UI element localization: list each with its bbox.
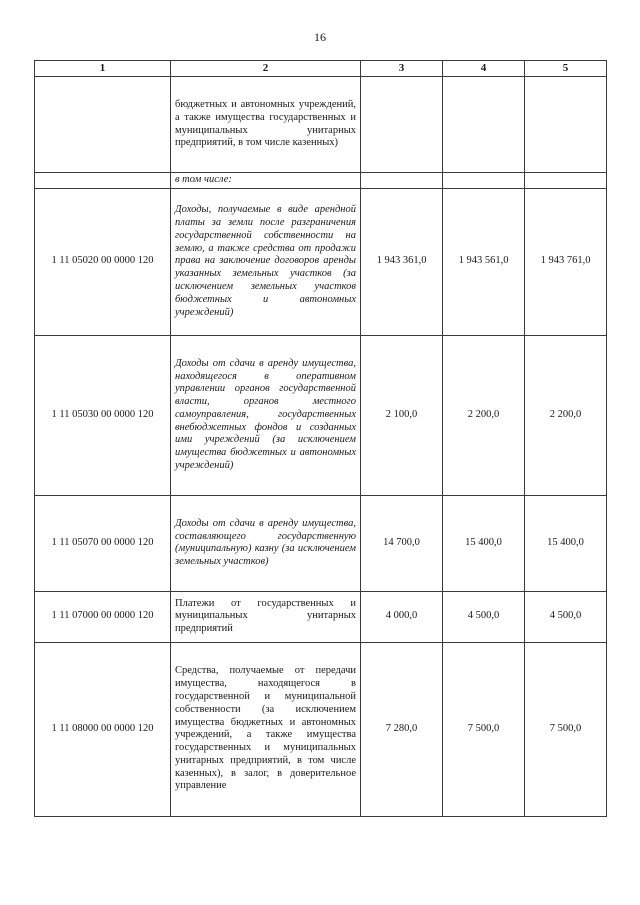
row-value-col3: 7 280,0 — [361, 642, 443, 816]
row-code: 1 11 05020 00 0000 120 — [35, 188, 171, 335]
row-value-col5: 4 500,0 — [525, 591, 607, 642]
column-header-3: 3 — [361, 61, 443, 77]
row-value-col4: 1 943 561,0 — [443, 188, 525, 335]
column-header-2: 2 — [171, 61, 361, 77]
row-value-col3 — [361, 173, 443, 189]
row-value-col4 — [443, 77, 525, 173]
row-description: Средства, получаемые от передачи имущества, находящегося в государственной и муниципальной собственности (за исключением имущества бюджетных и автономных учреждений, а также имущества государственных и муниципальных унитарных предприятий, в том числе казенных), в залог, в доверительное управление — [171, 642, 361, 816]
row-code: 1 11 07000 00 0000 120 — [35, 591, 171, 642]
row-value-col3: 4 000,0 — [361, 591, 443, 642]
column-header-1: 1 — [35, 61, 171, 77]
table-header-row — [35, 61, 607, 77]
row-value-col5: 7 500,0 — [525, 642, 607, 816]
row-description: Платежи от государственных и муниципальных унитарных предприятий — [171, 591, 361, 642]
table-row — [35, 642, 607, 816]
page-number: 16 — [314, 30, 326, 44]
revenue-table — [34, 60, 607, 817]
row-description: в том числе: — [171, 173, 361, 189]
row-value-col5 — [525, 77, 607, 173]
row-code: 1 11 05030 00 0000 120 — [35, 335, 171, 495]
row-code — [35, 173, 171, 189]
row-value-col3: 14 700,0 — [361, 495, 443, 591]
row-value-col4: 4 500,0 — [443, 591, 525, 642]
column-header-5: 5 — [525, 61, 607, 77]
table-row — [35, 591, 607, 642]
table-row — [35, 495, 607, 591]
column-header-4: 4 — [443, 61, 525, 77]
row-value-col4 — [443, 173, 525, 189]
row-description: бюджетных и автономных учреждений, а также имущества государственных и муниципальных унитарных предприятий, в том числе казенных) — [171, 77, 361, 173]
table-row — [35, 173, 607, 189]
row-value-col5: 2 200,0 — [525, 335, 607, 495]
row-value-col4: 7 500,0 — [443, 642, 525, 816]
row-description: Доходы, получаемые в виде арендной платы за земли после разграничения государственной собственности на землю, а также средства от продажи права на заключение договоров аренды указанных земельных участков (за исключением земельных участков бюджетных и автономных учреждений) — [171, 188, 361, 335]
table-row — [35, 77, 607, 173]
row-value-col3: 1 943 361,0 — [361, 188, 443, 335]
row-value-col3 — [361, 77, 443, 173]
row-description: Доходы от сдачи в аренду имущества, находящегося в оперативном управлении органов государственной власти, органов местного самоуправления, государственных внебюджетных фондов и созданных ими учреждений (за исключением имущества бюджетных и автономных учреждений) — [171, 335, 361, 495]
row-value-col5: 1 943 761,0 — [525, 188, 607, 335]
row-value-col5: 15 400,0 — [525, 495, 607, 591]
row-value-col5 — [525, 173, 607, 189]
table-row — [35, 335, 607, 495]
table-row — [35, 188, 607, 335]
row-code: 1 11 05070 00 0000 120 — [35, 495, 171, 591]
row-code — [35, 77, 171, 173]
row-description: Доходы от сдачи в аренду имущества, составляющего государственную (муниципальную) казну (за исключением земельных участков) — [171, 495, 361, 591]
row-value-col4: 2 200,0 — [443, 335, 525, 495]
row-value-col4: 15 400,0 — [443, 495, 525, 591]
row-value-col3: 2 100,0 — [361, 335, 443, 495]
row-code: 1 11 08000 00 0000 120 — [35, 642, 171, 816]
